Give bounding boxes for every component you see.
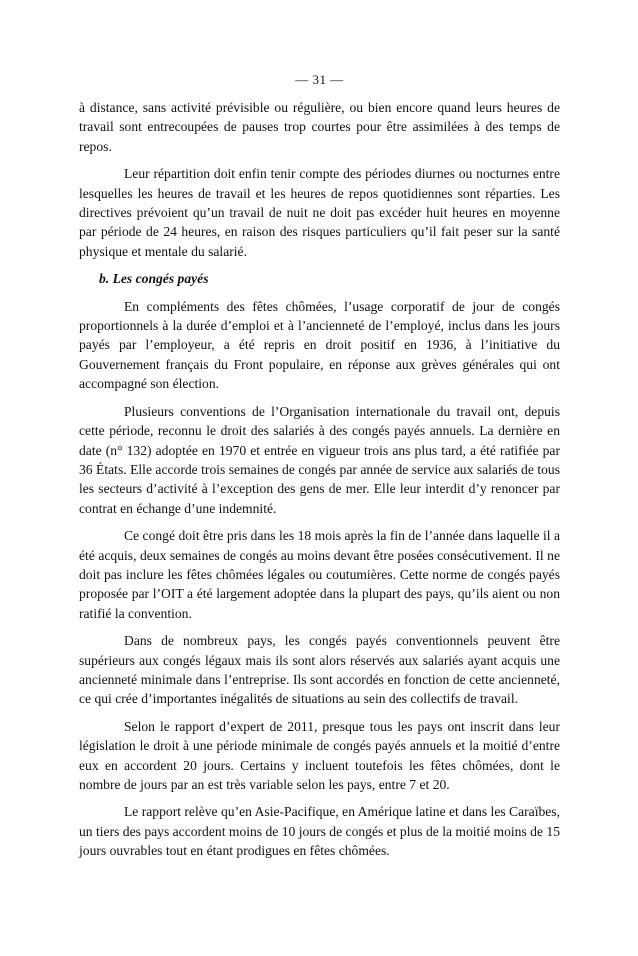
paragraph-rapport-2011: Selon le rapport d’expert de 2011, presque tous les pays ont inscrit dans leur législation le droit à une période minimale de congés payés annuels et la moitié d’entre eux en accordent 20 jours. Certains y incluent toutefois les fêtes chômées, dont le nombre de jours par an est très variable selon les pays, entre 7 et 20. [79,718,560,792]
paragraph-front-populaire: En compléments des fêtes chômées, l’usage corporatif de jour de congés proportionnels à la durée d’emploi et à l’ancienneté de l’employé, inclus dans les jours payés par l’employeur, a été repris en droit positif en 1936, à l’initiative du Gouvernement français du Front populaire, en réponse aux grèves générales qui ont accompagné son élection. [79,298,560,392]
paragraph-18-mois: Ce congé doit être pris dans les 18 mois après la fin de l’année dans laquelle il a été acquis, deux semaines de congés au moins devant être posées consécutivement. Il ne doit pas inclure les fêtes chômées légales ou coutumières. Cette norme de congés payés proposée par l’OIT a été largement adoptée dans la plupart des pays, qu’ils aient ou non ratifié la convention. [79,528,560,621]
document-page [79,72,560,869]
paragraph-oit-conventions: Plusieurs conventions de l’Organisation internationale du travail ont, depuis cette période, reconnu le droit des salariés à des congés payés annuels. La dernière en date (n° 132) adoptée en 1970 et entrée en vigueur trois ans plus tard, a été ratifiée par 36 États. Elle accorde trois semaines de congés par année de service aux salariés de tous les secteurs d’activité à l’exception des gens de mer. Elle leur interdit d’y renoncer par contrat en échange d’une indemnité. [79,403,560,516]
paragraph-asie-pacifique: Le rapport relève qu’en Asie-Pacifique, en Amérique latine et dans les Caraïbes, un tiers des pays accordent moins de 10 jours de congés et plus de la moitié moins de 15 jours ouvrables tout en étant prodigues en fêtes chômées. [79,804,560,859]
page-number: — 31 — [295,72,344,87]
paragraph-conventionnels: Dans de nombreux pays, les congés payés conventionnels peuvent être supérieurs aux congés légaux mais ils sont alors réservés aux salariés ayant acquis une ancienneté minimale dans l’entreprise. Ils sont accordés en fonction de cette ancienneté, ce qui crée d’importantes inégalités de situations au sein des collectifs de travail. [79,633,560,707]
paragraph-continuation: à distance, sans activité prévisible ou régulière, ou bien encore quand leurs heures de travail sont entrecoupées de pauses trop courtes pour être assimilées à des temps de repos. [79,100,560,154]
paragraph-night-work: Leur répartition doit enfin tenir compte des périodes diurnes ou nocturnes entre lesquelles les heures de travail et les heures de repos quotidiennes sont réparties. Les directives prévoient qu’un travail de nuit ne doit pas excéder huit heures en moyenne par période de 24 heures, en raison des risques particuliers qu’il fait peser sur la santé physique et mentale du salarié. [79,166,560,259]
section-heading-conges-payes: b. Les congés payés [99,271,209,287]
